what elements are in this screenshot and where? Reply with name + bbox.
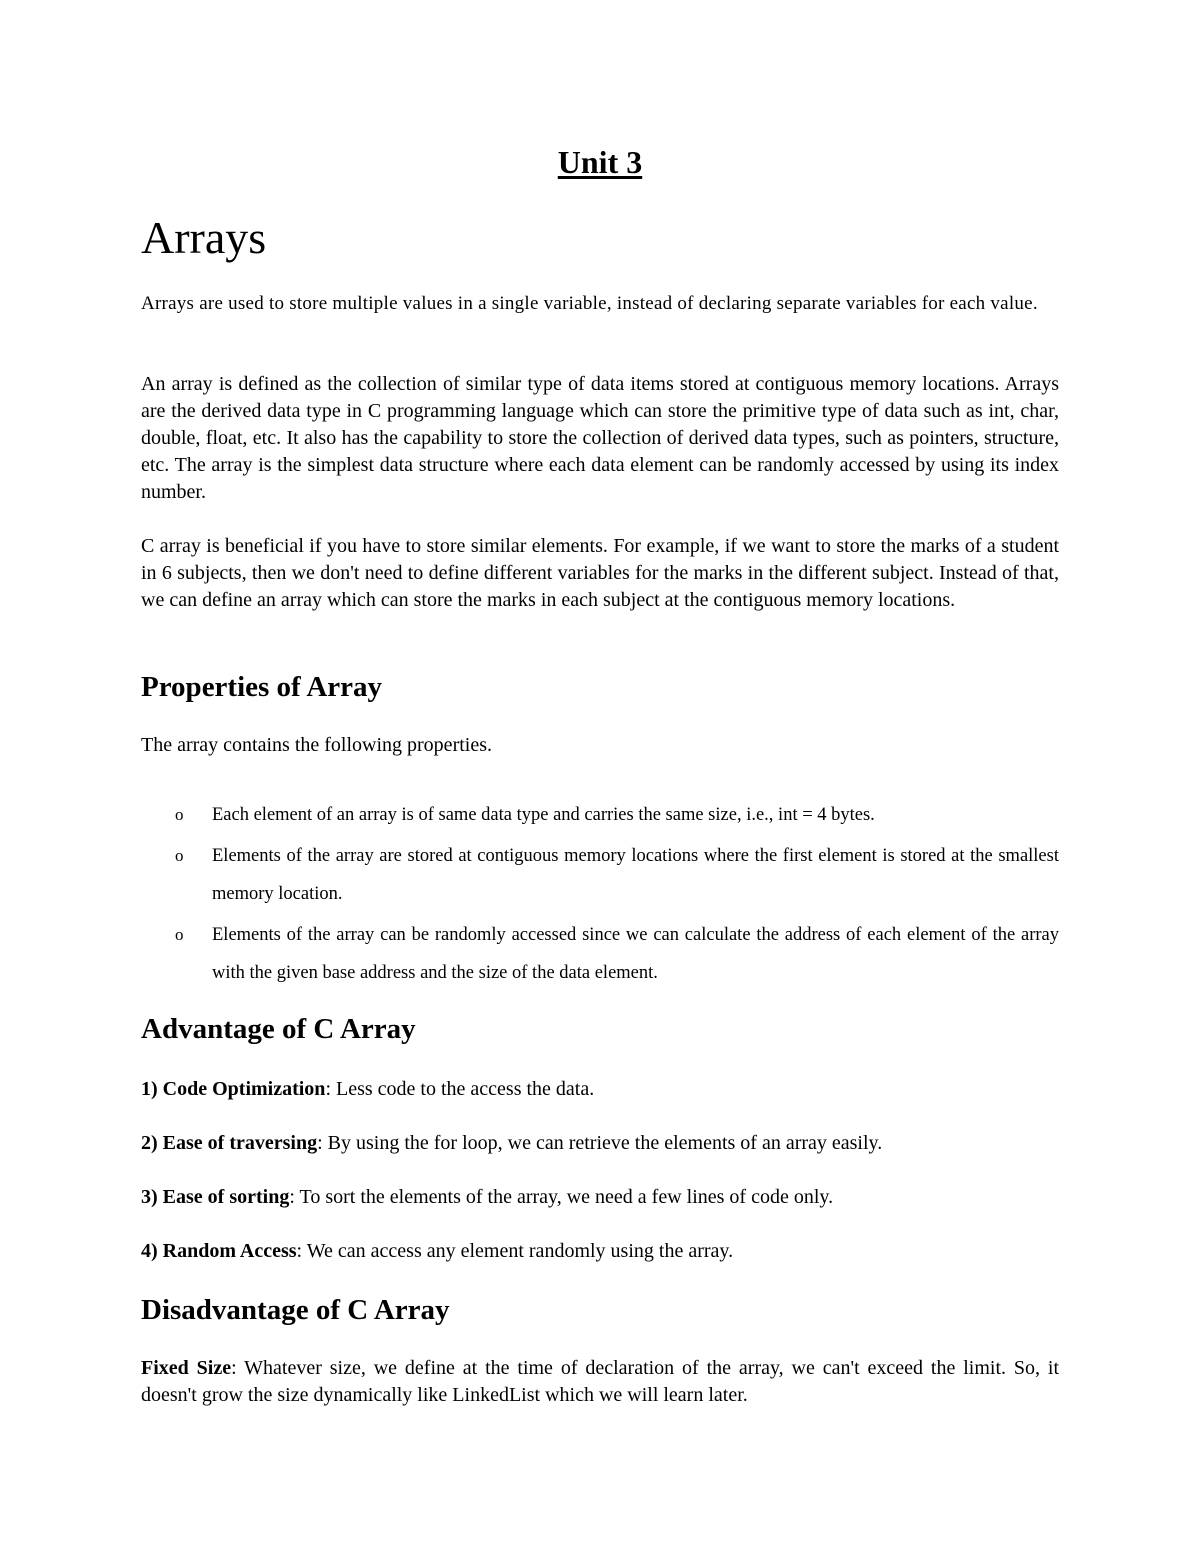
advantage-text: : By using the for loop, we can retrieve the elements of an array easily. bbox=[317, 1132, 883, 1154]
list-item bbox=[141, 796, 1059, 834]
intro-paragraph-2: An array is defined as the collection of similar type of data items stored at contiguous memory locations. Arrays are the derived data type in C programming language which can store the primitive type of data such as int, char, double, float, etc. It also has the capability to store the collection of derived data types, such as pointers, structure, etc. The array is the simplest data structure where each data element can be randomly accessed by using its index number. bbox=[141, 373, 1059, 503]
properties-heading: Properties of Array bbox=[141, 671, 383, 703]
advantage-label: 1) Code Optimization bbox=[141, 1078, 326, 1100]
unit-title: Unit 3 bbox=[557, 144, 643, 180]
list-item-text: Elements of the array can be randomly accessed since we can calculate the address of each element of the array with the given base address and the size of the data element. bbox=[212, 925, 1059, 983]
disadvantage-text: : Whatever size, we define at the time of declaration of the array, we can't exceed the limit. So, it doesn't grow the size dynamically like LinkedList which we will learn later. bbox=[141, 1357, 1059, 1406]
advantage-item bbox=[141, 1237, 733, 1265]
intro-paragraph-1: Arrays are used to store multiple values in a single variable, instead of declaring separate variables for each value. bbox=[141, 293, 1038, 314]
advantage-item bbox=[141, 1183, 833, 1211]
properties-lead: The array contains the following properties. bbox=[141, 734, 492, 756]
bullet-marker: o bbox=[175, 925, 184, 944]
main-title: Arrays bbox=[141, 212, 267, 263]
bullet-marker: o bbox=[175, 846, 184, 865]
list-item-text: Each element of an array is of same data type and carries the same size, i.e., int = 4 bytes. bbox=[212, 805, 875, 825]
list-item-text: Elements of the array are stored at contiguous memory locations where the first element is stored at the smallest memory location. bbox=[212, 846, 1059, 904]
intro-paragraph-3: C array is beneficial if you have to store similar elements. For example, if we want to store the marks of a student in 6 subjects, then we don't need to define different variables for the marks in the different subject. Instead of that, we can define an array which can store the marks in each subject at the contiguous memory locations. bbox=[141, 535, 1059, 611]
advantage-text: : To sort the elements of the array, we need a few lines of code only. bbox=[289, 1186, 834, 1208]
disadvantage-paragraph bbox=[141, 1355, 1059, 1409]
advantage-text: : Less code to the access the data. bbox=[325, 1078, 595, 1100]
list-item bbox=[141, 916, 1059, 992]
properties-list bbox=[141, 796, 1059, 995]
advantage-item bbox=[141, 1075, 594, 1103]
disadvantages-heading: Disadvantage of C Array bbox=[141, 1294, 450, 1326]
advantage-item bbox=[141, 1129, 882, 1157]
advantage-label: 2) Ease of traversing bbox=[141, 1132, 318, 1154]
advantage-label: 3) Ease of sorting bbox=[141, 1186, 290, 1208]
bullet-marker: o bbox=[175, 805, 184, 824]
list-item bbox=[141, 837, 1059, 913]
advantages-heading: Advantage of C Array bbox=[141, 1013, 416, 1045]
advantage-text: : We can access any element randomly using the array. bbox=[296, 1240, 734, 1262]
advantage-label: 4) Random Access bbox=[141, 1240, 297, 1262]
disadvantage-label: Fixed Size bbox=[141, 1357, 232, 1379]
